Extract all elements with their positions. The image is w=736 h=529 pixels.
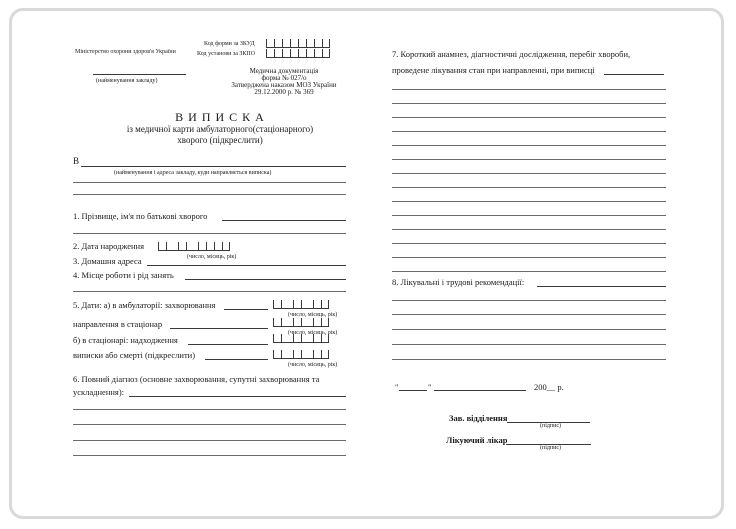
workplace-label: 4. Місце роботи і рід занять — [73, 270, 174, 280]
workplace-field-2[interactable] — [73, 291, 346, 292]
anamnesis-field-10[interactable] — [392, 201, 666, 202]
zkpo-code-boxes[interactable] — [266, 49, 330, 58]
ministry-label: Міністерство охорони здоров'я України — [75, 49, 176, 55]
zkpo-label: Код установи за ЗКПО — [197, 51, 256, 57]
department-head-label: Зав. відділення — [449, 413, 508, 423]
institution-name-field[interactable] — [93, 74, 186, 75]
workplace-field[interactable] — [185, 279, 346, 280]
recipient-label: В — [73, 156, 80, 166]
referral-date-caption: (число, місяць, рік) — [288, 330, 338, 336]
anamnesis-field-2[interactable] — [392, 89, 666, 90]
recommendations-field[interactable] — [537, 286, 666, 287]
home-address-field[interactable] — [147, 265, 346, 266]
discharge-field[interactable] — [205, 359, 268, 360]
outpatient-illness-date-boxes[interactable] — [273, 300, 329, 309]
admission-date-boxes[interactable] — [273, 334, 329, 343]
home-address-label: 3. Домашня адреса — [73, 256, 142, 266]
title-subline-1: із медичної карти амбулаторного(стаціонарного) — [126, 124, 314, 134]
department-head-sign-caption: (підпис) — [540, 423, 562, 429]
admission-label: б) в стаціонарі: надходження — [73, 335, 178, 345]
anamnesis-field-7[interactable] — [392, 159, 666, 160]
form-number: форма № 027/о — [261, 74, 307, 82]
admission-field[interactable] — [188, 344, 268, 345]
diagnosis-label-2: ускладнення): — [73, 387, 125, 397]
outpatient-illness-label: 5. Дати: а) в амбулаторії: захворювання — [73, 300, 216, 310]
recommendations-field-5[interactable] — [392, 344, 666, 345]
diagnosis-field-2[interactable] — [73, 409, 346, 410]
institution-caption: (найменування закладу) — [96, 78, 158, 84]
zkud-code-boxes[interactable] — [266, 39, 330, 48]
outpatient-illness-field[interactable] — [224, 309, 268, 310]
diagnosis-label: 6. Повний діагноз (основне захворювання, супутні захворювання та — [73, 374, 320, 384]
anamnesis-field-5[interactable] — [392, 131, 666, 132]
anamnesis-field-12[interactable] — [392, 229, 666, 230]
birth-date-label: 2. Дата народження — [73, 241, 145, 251]
patient-name-field-2[interactable] — [73, 233, 346, 234]
anamnesis-field-11[interactable] — [392, 215, 666, 216]
doc-type-line: Медична документація — [249, 67, 319, 75]
recipient-field[interactable] — [81, 166, 346, 167]
recommendations-field-6[interactable] — [392, 359, 666, 360]
anamnesis-label-2: проведене лікування стан при направленні, при виписці — [392, 65, 595, 75]
discharge-date-boxes[interactable] — [273, 350, 329, 359]
recipient-field-2[interactable] — [73, 182, 346, 183]
approval-line: Затверджена наказом МОЗ України — [231, 81, 337, 89]
diagnosis-field-5[interactable] — [73, 455, 346, 456]
anamnesis-field-15[interactable] — [392, 271, 666, 272]
birth-date-caption: (число, місяць, рік) — [187, 254, 237, 260]
diagnosis-field-4[interactable] — [73, 440, 346, 441]
discharge-label: виписки або смерті (підкреслити) — [73, 350, 196, 360]
diagnosis-field-3[interactable] — [73, 424, 346, 425]
anamnesis-field-3[interactable] — [392, 103, 666, 104]
title-subline-2: хворого (підкреслити) — [177, 135, 263, 145]
date-year: 200__ р. — [534, 382, 564, 392]
recipient-field-3[interactable] — [73, 194, 346, 195]
referral-date-boxes[interactable] — [273, 318, 329, 327]
discharge-date-caption: (число, місяць, рік) — [288, 362, 338, 368]
patient-name-label: 1. Прізвище, ім'я по батькові хворого — [73, 211, 208, 221]
recommendations-field-4[interactable] — [392, 329, 666, 330]
date-quote-open: " — [395, 382, 399, 392]
anamnesis-field-4[interactable] — [392, 117, 666, 118]
attending-doctor-label: Лікуючий лікар — [446, 435, 508, 445]
anamnesis-field-8[interactable] — [392, 173, 666, 174]
document-title: В И П И С К А — [175, 110, 265, 124]
anamnesis-field-13[interactable] — [392, 243, 666, 244]
diagnosis-field[interactable] — [129, 396, 346, 397]
anamnesis-field-9[interactable] — [392, 187, 666, 188]
birth-date-boxes[interactable] — [158, 242, 230, 251]
outpatient-illness-date-caption: (число, місяць, рік) — [288, 312, 338, 318]
recipient-caption: (найменування і адреса закладу, куди направляється виписка) — [114, 170, 272, 176]
anamnesis-label: 7. Короткий анамнез, діагностичні дослідження, перебіг хвороби, — [392, 49, 631, 59]
patient-name-field[interactable] — [222, 220, 346, 221]
recommendations-field-3[interactable] — [392, 314, 666, 315]
recommendations-label: 8. Лікувальні і трудові рекомендації: — [392, 277, 525, 287]
anamnesis-field-6[interactable] — [392, 145, 666, 146]
date-quote-close: " — [428, 382, 432, 392]
recommendations-field-2[interactable] — [392, 300, 666, 301]
zkud-label: Код форми за ЗКУД — [204, 41, 255, 47]
attending-doctor-sign-caption: (підпис) — [540, 445, 562, 451]
referral-label: направлення в стаціонар — [73, 319, 163, 329]
date-month-field[interactable] — [434, 390, 526, 391]
anamnesis-field[interactable] — [604, 74, 664, 75]
referral-field[interactable] — [170, 328, 268, 329]
date-day-field[interactable] — [399, 390, 427, 391]
approval-date: 29.12.2000 р. № 369 — [254, 88, 314, 96]
anamnesis-field-14[interactable] — [392, 257, 666, 258]
